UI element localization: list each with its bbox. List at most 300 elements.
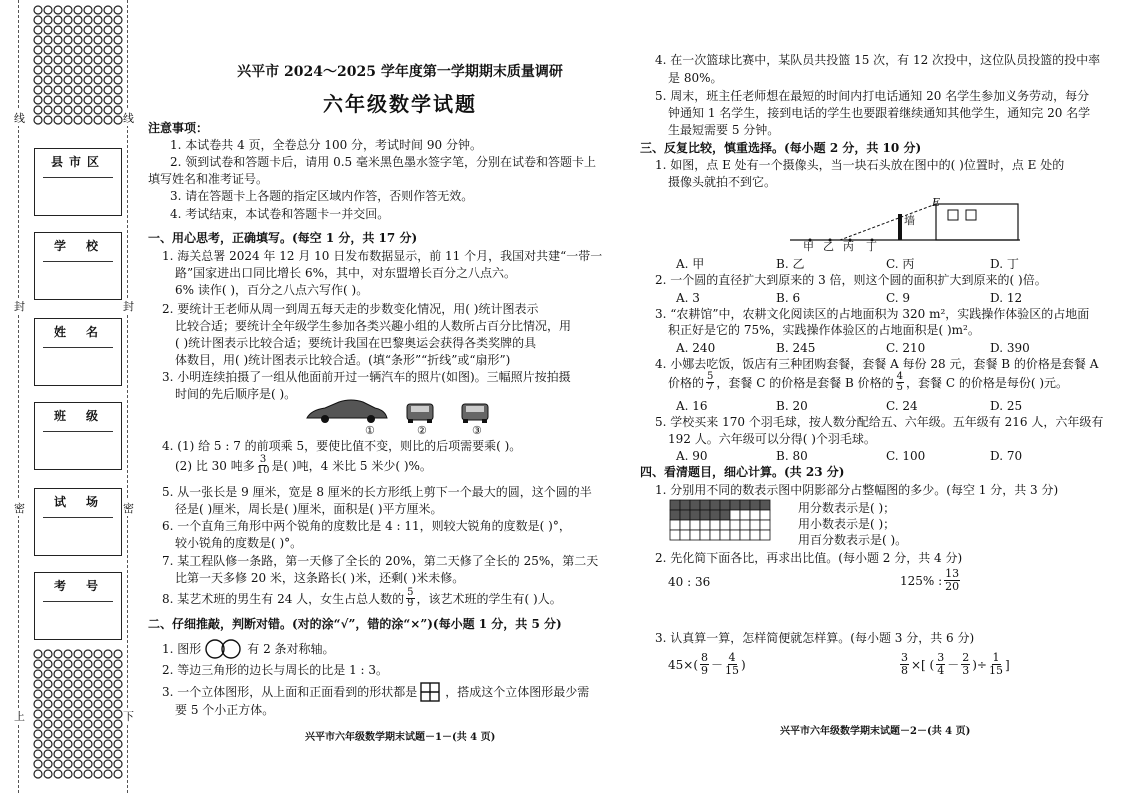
s2-q3-pre: 3. 一个立体图形，从上面和正面看到的形状都是	[162, 685, 418, 699]
binding-dot	[74, 6, 82, 14]
car-front-view-1	[407, 404, 433, 423]
s4-q3-b-frac0	[900, 652, 909, 677]
binding-dot	[104, 66, 112, 74]
binding-dot	[114, 56, 122, 64]
binding-dot	[94, 660, 102, 668]
binding-dot	[104, 650, 112, 658]
binding-dot	[84, 750, 92, 758]
grid-cell	[750, 520, 760, 530]
binding-dot	[94, 66, 102, 74]
binding-dot	[84, 740, 92, 748]
binding-dot	[44, 76, 52, 84]
s1-q4a: 4. (1) 给 5 : 7 的前项乘 5，要使比值不变，则比的后项需要乘( )。	[162, 439, 522, 453]
binding-dot	[54, 760, 62, 768]
binding-dot	[34, 16, 42, 24]
binding-dot	[34, 730, 42, 738]
binding-dot	[84, 6, 92, 14]
grid-cell	[710, 520, 720, 530]
box-name-label: 姓名	[53, 325, 118, 339]
s4-q3-b-frac3	[989, 652, 1003, 677]
photo-label-3: ③	[472, 424, 482, 437]
binding-dot	[94, 6, 102, 14]
s3-q5-opt-d[interactable]: D. 70	[990, 449, 1023, 463]
binding-dot	[94, 720, 102, 728]
s3-q2: 2. 一个圆的直径扩大到原来的 3 倍，则这个圆的面积扩大到原来的( )倍。	[655, 273, 1047, 287]
binding-dot	[64, 670, 72, 678]
binding-dot	[114, 96, 122, 104]
binding-dot	[74, 96, 82, 104]
grid-cell	[670, 500, 680, 510]
s3-q1-opt-d[interactable]: D. 丁	[990, 257, 1019, 271]
box-exam-room[interactable]	[34, 488, 122, 556]
point-yi: 乙	[823, 240, 834, 253]
s2-q1-post: 有 2 条对称轴。	[247, 642, 335, 656]
photo-label-1: ①	[365, 424, 375, 437]
s1-q2-line2: 比较合适；要统计全年级学生参加各类兴趣小组的人数所占百分比情况，用	[175, 319, 572, 333]
binding-dot	[74, 66, 82, 74]
s4-q3-a-pre: 45×(	[668, 657, 699, 672]
notes-heading: 注意事项：	[148, 121, 209, 135]
mark-seal-right: 封	[123, 300, 134, 313]
s4-q3-a-op: －	[711, 657, 724, 672]
section1-heading: 一、用心思考，正确填写。(每空 1 分，共 17 分)	[148, 231, 418, 245]
s4-q3-b-n1: 3	[937, 651, 945, 664]
binding-dot	[64, 730, 72, 738]
s1-q3-line1: 3. 小明连续拍摄了一组从他面前开过一辆汽车的照片(如图)。三幅照片按拍摄	[162, 370, 571, 384]
point-jia: 甲	[803, 240, 814, 253]
s4-q3-a-n1: 8	[701, 651, 709, 664]
s4-q3-b-d1: 4	[937, 664, 945, 677]
s1-q4b-den: 10	[256, 465, 270, 476]
binding-dot	[54, 750, 62, 758]
binding-dot	[34, 76, 42, 84]
binding-dot	[64, 720, 72, 728]
s3-q4-frac2	[896, 372, 904, 393]
grid-cell	[680, 500, 690, 510]
binding-dot	[104, 660, 112, 668]
grid-cell	[720, 530, 730, 540]
grid-cell	[670, 520, 680, 530]
s3-q2-opt-a[interactable]: A. 3	[676, 291, 700, 305]
s3-q4-frac2-num: 4	[896, 371, 904, 382]
binding-dot	[34, 116, 42, 124]
s4-q1: 1. 分别用不同的数表示图中阴影部分占整幅图的多少。(每空 1 分，共 3 分)	[655, 483, 1059, 497]
binding-dot	[64, 26, 72, 34]
building	[936, 204, 1018, 240]
binding-dot	[114, 36, 122, 44]
grid-cell	[750, 510, 760, 520]
binding-dot	[94, 740, 102, 748]
binding-dot	[64, 710, 72, 718]
s3-q3-opt-b[interactable]: B. 245	[776, 341, 816, 355]
mark-up: 上	[14, 710, 25, 723]
binding-dot	[74, 730, 82, 738]
binding-dot	[34, 770, 42, 778]
binding-dot	[94, 760, 102, 768]
s3-q1-line1: 1. 如图，点 E 处有一个摄像头，当一块石头放在图中的( )位置时，点 E 处的	[655, 158, 1065, 172]
binding-dot	[74, 76, 82, 84]
binding-dot	[84, 96, 92, 104]
binding-dot	[74, 750, 82, 758]
binding-dot	[104, 36, 112, 44]
binding-dot	[54, 680, 62, 688]
binding-dot	[114, 700, 122, 708]
s3-q4-l2-a: 价格的	[668, 375, 705, 390]
s1-q6-line2: 较小锐角的度数是( )°。	[175, 536, 303, 550]
s1-q4b-pre: (2) 比 30 吨多	[175, 458, 255, 473]
binding-dot	[114, 26, 122, 34]
binding-dot	[54, 96, 62, 104]
s4-q3-b-d3: 15	[989, 664, 1003, 677]
grid-cell	[720, 520, 730, 530]
binding-dot	[74, 740, 82, 748]
note-1: 1. 本试卷共 4 页，全卷总分 100 分，考试时间 90 分钟。	[170, 138, 482, 152]
s4-q2-a: 40 : 36	[668, 575, 711, 589]
binding-dot	[54, 740, 62, 748]
binding-dot	[104, 760, 112, 768]
binding-dot	[34, 720, 42, 728]
binding-dot	[34, 690, 42, 698]
binding-dot	[104, 46, 112, 54]
s4-q1-decimal-line: 用小数表示是( )；	[798, 517, 896, 531]
binding-dot	[94, 86, 102, 94]
s4-q3-b-frac1	[936, 652, 945, 677]
binding-dot	[74, 46, 82, 54]
binding-dot	[104, 26, 112, 34]
binding-dot	[54, 36, 62, 44]
binding-dot	[54, 670, 62, 678]
note-2: 2. 领到试卷和答题卡后，请用 0.5 毫米黑色墨水签字笔，分别在试卷和答题卡上	[170, 155, 596, 169]
binding-dot	[114, 76, 122, 84]
binding-dot	[94, 750, 102, 758]
binding-dot	[64, 116, 72, 124]
s3-q2-opt-d[interactable]: D. 12	[990, 291, 1023, 305]
binding-dot	[74, 660, 82, 668]
binding-dot	[74, 86, 82, 94]
s1-q1-line3: 6% 读作( )，百分之八点六写作( )。	[175, 283, 369, 297]
binding-dot	[44, 760, 52, 768]
binding-dot	[54, 730, 62, 738]
box-county[interactable]	[34, 148, 122, 216]
s4-q2-b	[900, 568, 962, 593]
binding-dot	[84, 690, 92, 698]
grid-cell	[670, 530, 680, 540]
binding-dot	[104, 106, 112, 114]
binding-dot	[64, 700, 72, 708]
binding-dot	[44, 36, 52, 44]
binding-dot	[44, 720, 52, 728]
binding-dot	[84, 16, 92, 24]
s1-q8-fraction	[406, 588, 414, 609]
section3-heading: 三、反复比较，慎重选择。(每小题 2 分，共 10 分)	[640, 141, 922, 155]
binding-dot	[84, 710, 92, 718]
binding-dot	[84, 76, 92, 84]
box-class[interactable]	[34, 402, 122, 470]
binding-dot	[104, 16, 112, 24]
binding-dot	[64, 650, 72, 658]
grid-cell	[680, 530, 690, 540]
binding-dot	[64, 6, 72, 14]
grid-cell	[700, 510, 710, 520]
binding-dot	[34, 660, 42, 668]
binding-dot	[54, 700, 62, 708]
s3-q3-opt-a[interactable]: A. 240	[676, 341, 716, 355]
grid-cell	[730, 520, 740, 530]
mark-seal-left: 封	[14, 300, 25, 313]
binding-dot	[84, 36, 92, 44]
box-exam-room-line	[43, 517, 113, 518]
s4-q3-b-n2: 2	[962, 651, 970, 664]
s4-q3-b-post: ]	[1005, 657, 1010, 672]
binding-strip	[0, 0, 140, 793]
s2-q4-line2: 是 80%。	[668, 71, 723, 85]
binding-dot	[54, 26, 62, 34]
grid-cell	[760, 520, 770, 530]
s4-q2-b-den: 20	[945, 580, 960, 593]
binding-dot	[114, 750, 122, 758]
binding-dot	[54, 76, 62, 84]
binding-dot	[44, 46, 52, 54]
binding-dot	[84, 660, 92, 668]
binding-dot	[54, 106, 62, 114]
s3-q4-line2	[668, 372, 1068, 393]
binding-dot	[104, 6, 112, 14]
grid-cell	[680, 510, 690, 520]
grid-cell	[690, 510, 700, 520]
dot-pattern-top	[32, 4, 124, 132]
s3-q5-opt-c[interactable]: C. 100	[886, 449, 926, 463]
s3-q4-opt-b[interactable]: B. 20	[776, 399, 808, 413]
binding-dot	[44, 690, 52, 698]
binding-dot	[84, 46, 92, 54]
box-exam-number[interactable]	[34, 572, 122, 640]
s4-q3-b-n0: 3	[901, 651, 908, 664]
binding-dot	[74, 36, 82, 44]
s1-q8-den: 9	[407, 598, 414, 609]
s3-q2-opt-c[interactable]: C. 9	[886, 291, 911, 305]
binding-dot	[94, 770, 102, 778]
grid-cell	[740, 520, 750, 530]
binding-dot	[74, 720, 82, 728]
binding-dot	[54, 46, 62, 54]
s3-q2-opt-b[interactable]: B. 6	[776, 291, 801, 305]
s4-q1-percent-line: 用百分数表示是( )。	[798, 533, 908, 547]
grid-cell	[700, 500, 710, 510]
binding-dot	[64, 96, 72, 104]
box-school-label: 学校	[53, 239, 118, 253]
binding-dot	[84, 86, 92, 94]
binding-dot	[34, 680, 42, 688]
s1-q5-line2: 径是( )厘米，周长是( )厘米，面积是( )平方厘米。	[175, 502, 443, 516]
grid-cell	[690, 520, 700, 530]
binding-dot	[34, 56, 42, 64]
binding-dot	[34, 760, 42, 768]
binding-dot	[34, 700, 42, 708]
binding-dot	[74, 106, 82, 114]
sight-line	[840, 204, 936, 240]
binding-dot	[34, 46, 42, 54]
binding-dot	[84, 670, 92, 678]
s4-q3: 3. 认真算一算，怎样简便就怎样算。(每小题 3 分，共 6 分)	[655, 631, 975, 645]
window-right	[966, 210, 976, 220]
s3-q3-line1: 3. “农耕馆”中，农耕文化阅读区的占地面积为 320 m²，实践操作体验区的占地面	[655, 307, 1090, 321]
binding-dot	[104, 720, 112, 728]
s4-q3-a	[668, 652, 746, 677]
s3-q5-opt-b[interactable]: B. 80	[776, 449, 808, 463]
s3-q4-frac1-den: 7	[707, 382, 714, 393]
mark-secret-right: 密	[123, 502, 134, 515]
s4-q3-a-d1: 9	[701, 664, 709, 677]
s3-q1-line2: 摄像头就拍不到它。	[668, 175, 777, 189]
binding-dot	[114, 106, 122, 114]
s4-q3-b	[898, 652, 1010, 677]
s1-q7-line2: 比第一天多修 20 米，这条路长( )米，还剩( )米未修。	[175, 571, 465, 585]
s4-q3-a-d2: 15	[725, 664, 740, 677]
s4-q3-b-d2: 3	[962, 664, 970, 677]
grid-cell	[690, 500, 700, 510]
binding-dot	[114, 760, 122, 768]
binding-dot	[54, 86, 62, 94]
s1-q8-post: ，该艺术班的学生有( )人。	[416, 591, 562, 606]
grid-cell	[710, 530, 720, 540]
s3-q3-opt-c[interactable]: C. 210	[886, 341, 926, 355]
s3-q5-opt-a[interactable]: A. 90	[676, 449, 708, 463]
s3-q1-opt-a[interactable]: A. 甲	[676, 257, 705, 271]
binding-dot	[114, 690, 122, 698]
s3-q4-opt-c[interactable]: C. 24	[886, 399, 918, 413]
wall-label: 墙	[904, 214, 915, 227]
grid-cell	[760, 530, 770, 540]
s2-q5-line1: 5. 周末，班主任老师想在最短的时间内打电话通知 20 名学生参加义务劳动，每分	[655, 89, 1090, 103]
s4-q3-a-frac1	[700, 652, 709, 677]
binding-dot	[44, 700, 52, 708]
box-name-line	[43, 347, 113, 348]
binding-dot	[54, 6, 62, 14]
binding-dot	[34, 670, 42, 678]
binding-dot	[44, 16, 52, 24]
grid-cell	[740, 500, 750, 510]
binding-dot	[94, 710, 102, 718]
binding-dot	[74, 56, 82, 64]
s2-q2: 2. 等边三角形的边长与周长的比是 1 : 3。	[162, 663, 389, 677]
exam-subtitle: 六年级数学试题	[323, 92, 477, 116]
binding-dot	[54, 690, 62, 698]
binding-dot	[64, 66, 72, 74]
binding-dot	[34, 66, 42, 74]
binding-dot	[84, 650, 92, 658]
s3-q4-opt-d[interactable]: D. 25	[990, 399, 1023, 413]
window-left	[948, 210, 958, 220]
binding-dot	[44, 650, 52, 658]
binding-dot	[104, 76, 112, 84]
box-exam-room-label: 试场	[53, 495, 118, 509]
binding-dot	[114, 46, 122, 54]
dot-pattern-bottom	[32, 648, 124, 788]
s3-q4-opt-a[interactable]: A. 16	[676, 399, 708, 413]
binding-dot	[34, 106, 42, 114]
box-school[interactable]	[34, 232, 122, 300]
grid-cell	[690, 530, 700, 540]
binding-dot	[34, 710, 42, 718]
binding-dot	[94, 106, 102, 114]
s3-q1-opt-c[interactable]: C. 丙	[886, 257, 915, 271]
binding-dot	[74, 710, 82, 718]
grid-cell	[730, 500, 740, 510]
s3-q3-opt-d[interactable]: D. 390	[990, 341, 1030, 355]
section4-heading: 四、看清题目，细心计算。(共 23 分)	[640, 465, 845, 479]
binding-dot	[64, 16, 72, 24]
binding-dot	[114, 116, 122, 124]
s3-q4-line1: 4. 小娜去吃饭，饭店有三种团购套餐，套餐 A 每份 28 元，套餐 B 的价格是套餐 A	[655, 357, 1099, 371]
binding-dot	[64, 680, 72, 688]
s4-q3-a-frac2	[725, 652, 739, 677]
binding-dot	[114, 16, 122, 24]
mark-line-left: 线	[14, 112, 25, 125]
grid-cell	[700, 530, 710, 540]
note-2-cont: 填写姓名和准考证号。	[148, 172, 269, 186]
s1-q4b-num: 3	[259, 454, 267, 465]
shaded-grid-figure	[668, 498, 778, 544]
binding-dot	[44, 770, 52, 778]
binding-dot	[64, 740, 72, 748]
binding-dot	[84, 720, 92, 728]
box-county-label: 县市区	[50, 155, 105, 169]
s3-q1-opt-b[interactable]: B. 乙	[776, 257, 805, 271]
binding-dot	[94, 700, 102, 708]
binding-dot	[114, 660, 122, 668]
binding-dot	[84, 760, 92, 768]
s2-q4-line1: 4. 在一次篮球比赛中，某队员共投篮 15 次，有 12 次投中，这位队员投篮的投中率	[655, 53, 1101, 67]
grid-cell	[710, 500, 720, 510]
binding-dot	[104, 690, 112, 698]
binding-dot	[114, 650, 122, 658]
binding-dot	[74, 760, 82, 768]
binding-dot	[64, 690, 72, 698]
binding-dot	[44, 116, 52, 124]
s3-q5-line1: 5. 学校买来 170 个羽毛球，按人数分配给五、六年级。五年级有 216 人，六年级有	[655, 415, 1104, 429]
binding-dot	[104, 750, 112, 758]
s4-q3-b-mid: ×[ (	[911, 657, 935, 672]
footer-page-1: 兴平市六年级数学期末试题－1－(共 4 页)	[305, 732, 496, 743]
binding-dot	[64, 36, 72, 44]
binding-dot	[94, 670, 102, 678]
s4-q2-b-pre: 125% :	[900, 573, 943, 588]
s4-q3-b-d0: 8	[901, 664, 908, 677]
box-class-label: 班级	[53, 409, 118, 423]
s3-q4-l2-c: ，套餐 C 的价格是每份( )元。	[906, 375, 1069, 390]
grid-square-icon	[420, 682, 442, 702]
box-exam-number-label: 考号	[53, 579, 118, 593]
binding-dot	[114, 720, 122, 728]
s4-q3-b-op: －	[947, 657, 960, 672]
s1-q1-line1: 1. 海关总署 2024 年 12 月 10 日发布数据显示，前 11 个月，我国对共建“一带一	[162, 249, 603, 263]
binding-dot	[54, 56, 62, 64]
binding-dot	[54, 710, 62, 718]
binding-dot	[54, 116, 62, 124]
binding-dot	[114, 740, 122, 748]
mark-down: 下	[123, 710, 134, 723]
car-side-view	[307, 400, 387, 423]
box-name[interactable]	[34, 318, 122, 386]
binding-dot	[44, 106, 52, 114]
point-bing: 丙	[843, 240, 854, 253]
box-exam-number-line	[43, 601, 113, 602]
binding-dot	[74, 770, 82, 778]
s1-q8	[162, 588, 562, 609]
s3-q3-line2: 积正好是它的 75%，实践操作体验区的占地面积是( )m²。	[668, 323, 980, 337]
binding-dot	[94, 26, 102, 34]
grid-cell	[670, 510, 680, 520]
